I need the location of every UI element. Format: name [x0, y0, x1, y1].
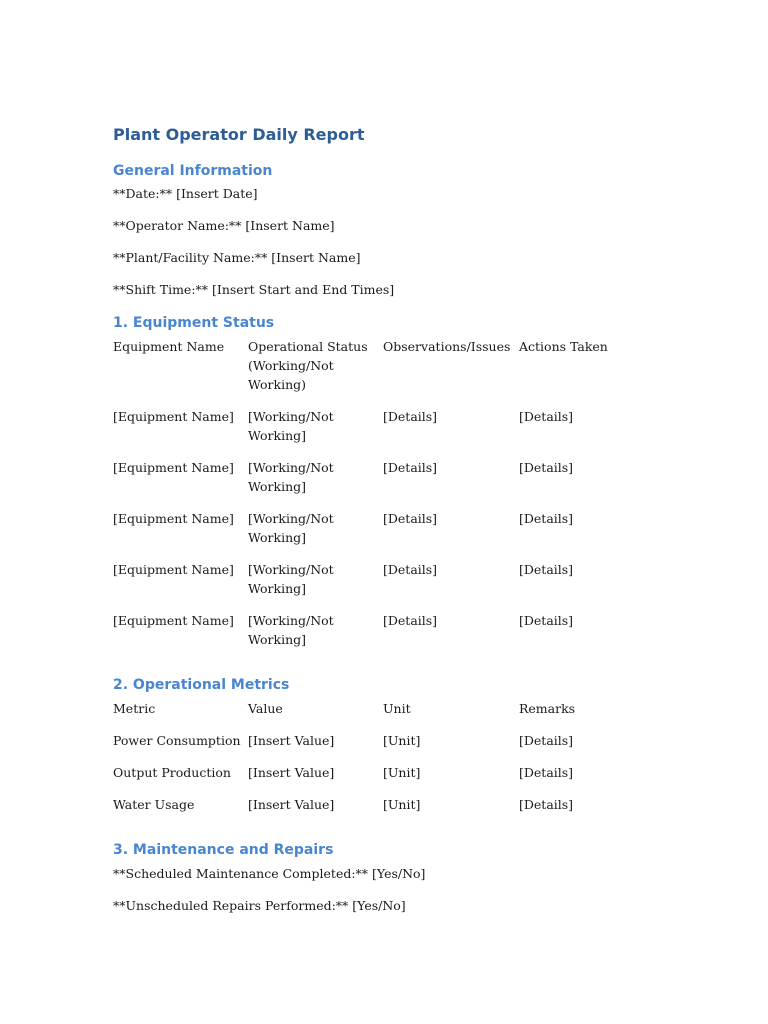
- metric-value-cell: [Insert Value]: [248, 765, 335, 780]
- metrics-header-remarks: Remarks: [519, 701, 576, 716]
- equipment-name-cell: [Equipment Name]: [113, 511, 234, 526]
- document-title: Plant Operator Daily Report: [113, 125, 365, 144]
- equipment-table: [113, 337, 653, 647]
- equipment-actions-cell: [Details]: [519, 562, 574, 577]
- metric-value-cell: [Insert Value]: [248, 733, 335, 748]
- metrics-header-metric: Metric: [113, 701, 156, 716]
- table-row: [113, 611, 653, 662]
- table-row: [113, 458, 653, 509]
- metric-unit-cell: [Unit]: [383, 797, 421, 812]
- metric-remarks-cell: [Details]: [519, 733, 574, 748]
- section-heading-equipment: 1. Equipment Status: [113, 315, 275, 331]
- section-heading-maintenance: 3. Maintenance and Repairs: [113, 842, 334, 858]
- metric-name-cell: Output Production: [113, 765, 231, 780]
- equipment-name-cell: [Equipment Name]: [113, 562, 234, 577]
- equipment-status-cell: [Working/Not Working]: [248, 409, 334, 443]
- equipment-status-cell: [Working/Not Working]: [248, 613, 334, 647]
- equipment-status-cell: [Working/Not Working]: [248, 511, 334, 545]
- section-heading-metrics: 2. Operational Metrics: [113, 677, 290, 693]
- equipment-header-observations: Observations/Issues: [383, 339, 511, 354]
- metrics-header-row: [113, 699, 653, 718]
- equipment-observations-cell: [Details]: [383, 409, 438, 424]
- metric-value-cell: [Insert Value]: [248, 797, 335, 812]
- table-row: [113, 731, 653, 750]
- metric-name-cell: Water Usage: [113, 797, 195, 812]
- equipment-actions-cell: [Details]: [519, 511, 574, 526]
- general-line-shift: **Shift Time:** [Insert Start and End Times]: [113, 282, 395, 297]
- section-heading-general: General Information: [113, 163, 273, 179]
- equipment-header-actions: Actions Taken: [519, 339, 608, 354]
- equipment-name-cell: [Equipment Name]: [113, 613, 234, 628]
- equipment-observations-cell: [Details]: [383, 460, 438, 475]
- equipment-header-status: Operational Status (Working/Not Working): [248, 339, 368, 392]
- metrics-header-value: Value: [248, 701, 283, 716]
- equipment-status-cell: [Working/Not Working]: [248, 460, 334, 494]
- metric-name-cell: Power Consumption: [113, 733, 241, 748]
- equipment-actions-cell: [Details]: [519, 409, 574, 424]
- metrics-header-unit: Unit: [383, 701, 411, 716]
- equipment-observations-cell: [Details]: [383, 511, 438, 526]
- equipment-header-row: [113, 337, 653, 407]
- equipment-actions-cell: [Details]: [519, 460, 574, 475]
- table-row: [113, 407, 653, 458]
- equipment-observations-cell: [Details]: [383, 562, 438, 577]
- table-row: [113, 560, 653, 611]
- table-row: [113, 509, 653, 560]
- equipment-name-cell: [Equipment Name]: [113, 460, 234, 475]
- metric-unit-cell: [Unit]: [383, 765, 421, 780]
- metric-remarks-cell: [Details]: [519, 765, 574, 780]
- equipment-name-cell: [Equipment Name]: [113, 409, 234, 424]
- maintenance-line-unscheduled: **Unscheduled Repairs Performed:** [Yes/No]: [113, 898, 406, 913]
- general-line-operator: **Operator Name:** [Insert Name]: [113, 218, 335, 233]
- maintenance-line-scheduled: **Scheduled Maintenance Completed:** [Yes/No]: [113, 866, 426, 881]
- table-row: [113, 795, 653, 814]
- equipment-header-name: Equipment Name: [113, 339, 225, 354]
- metric-unit-cell: [Unit]: [383, 733, 421, 748]
- general-line-date: **Date:** [Insert Date]: [113, 186, 258, 201]
- general-line-plant: **Plant/Facility Name:** [Insert Name]: [113, 250, 361, 265]
- equipment-actions-cell: [Details]: [519, 613, 574, 628]
- equipment-status-cell: [Working/Not Working]: [248, 562, 334, 596]
- equipment-observations-cell: [Details]: [383, 613, 438, 628]
- metric-remarks-cell: [Details]: [519, 797, 574, 812]
- table-row: [113, 763, 653, 782]
